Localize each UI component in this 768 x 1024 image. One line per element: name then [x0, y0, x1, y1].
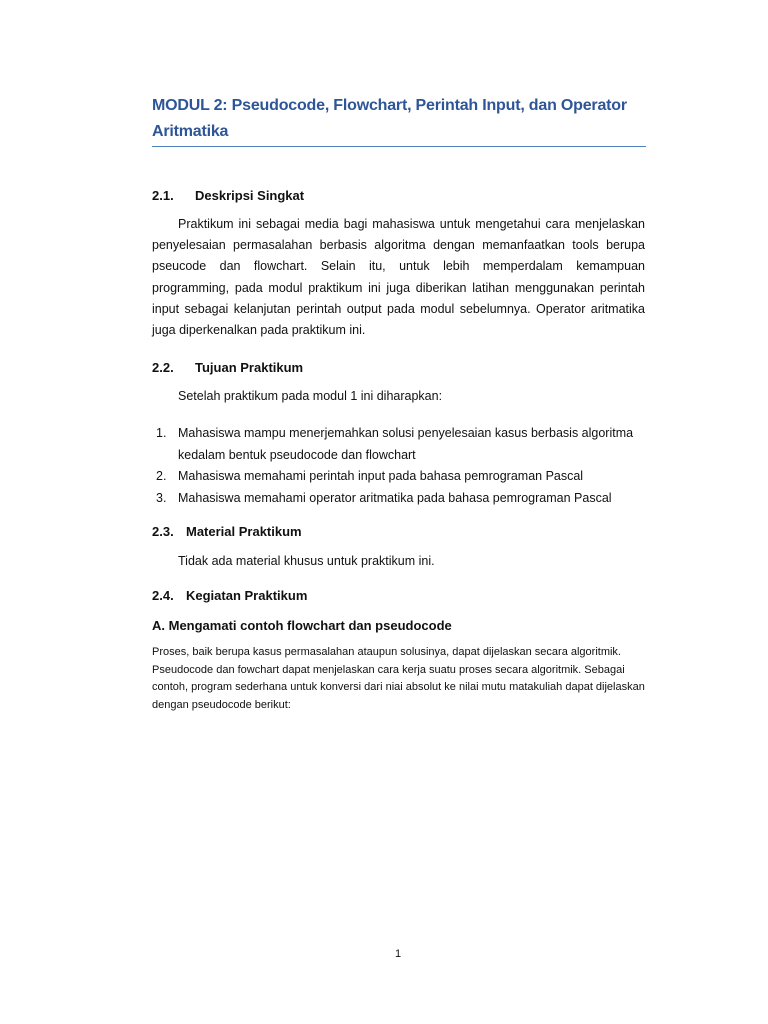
list-item-text: Mahasiswa memahami perintah input pada bahasa pemrograman Pascal — [178, 469, 584, 483]
objectives-list — [152, 423, 652, 509]
section-number: 2.3. — [152, 524, 174, 539]
section-intro-2-2: Setelah praktikum pada modul 1 ini diharapkan: — [178, 389, 443, 403]
list-item — [152, 466, 652, 488]
list-item — [152, 488, 652, 510]
list-marker: 3. — [156, 490, 167, 505]
page-number: 1 — [394, 948, 402, 960]
section-paragraph-2-3: Tidak ada material khusus untuk praktikum ini. — [178, 554, 435, 568]
section-heading-2-1 — [152, 187, 304, 205]
document-title: MODUL 2: Pseudocode, Flowchart, Perintah Input, dan Operator Aritmatika — [152, 97, 627, 140]
section-heading-2-4 — [152, 587, 307, 605]
list-item-text: Mahasiswa mampu menerjemahkan solusi penyelesaian kasus berbasis algoritma kedalam bentuk pseudocode dan flowchart — [178, 426, 634, 462]
list-item — [152, 423, 652, 466]
list-marker: 2. — [156, 469, 167, 483]
section-paragraph-2-1: Praktikum ini sebagai media bagi mahasiswa untuk mengetahui cara menjelaskan penyelesaian permasalahan berbasis algoritma dengan memanfaatkan tools berupa pseucode dan flowchart. Selain itu, untuk lebih memperdalam kemampuan programming, pada modul praktikum ini juga diberikan latihan menggunakan perintah input sebagai kelanjutan perintah output pada modul sebelumnya. Operator aritmatika juga diperkenalkan pada praktikum ini. — [152, 217, 645, 338]
title-underline — [152, 146, 646, 147]
section-title: Kegiatan Praktikum — [186, 588, 308, 603]
section-title: Deskripsi Singkat — [195, 188, 305, 203]
list-marker: 1. — [156, 426, 167, 440]
section-number: 2.2. — [152, 360, 174, 375]
section-title: Material Praktikum — [186, 524, 302, 539]
section-heading-2-2 — [152, 359, 303, 377]
activity-subheading: A. Mengamati contoh flowchart dan pseudocode — [152, 618, 452, 633]
list-item-text: Mahasiswa memahami operator aritmatika pada bahasa pemrograman Pascal — [178, 490, 612, 505]
section-number: 2.4. — [152, 588, 174, 603]
section-title: Tujuan Praktikum — [195, 360, 304, 375]
section-number: 2.1. — [152, 188, 174, 203]
activity-paragraph: Proses, baik berupa kasus permasalahan ataupun solusinya, dapat dijelaskan secara algoritmik. Pseudocode dan fowchart dapat menjelaskan cara kerja suatu proses secara algoritmik. Sebagai contoh, program sederhana untuk konversi dari niai absolut ke nilai mutu matakuliah dapat dijelaskan dengan pseudocode berikut: — [152, 646, 645, 711]
section-heading-2-3 — [152, 523, 302, 541]
